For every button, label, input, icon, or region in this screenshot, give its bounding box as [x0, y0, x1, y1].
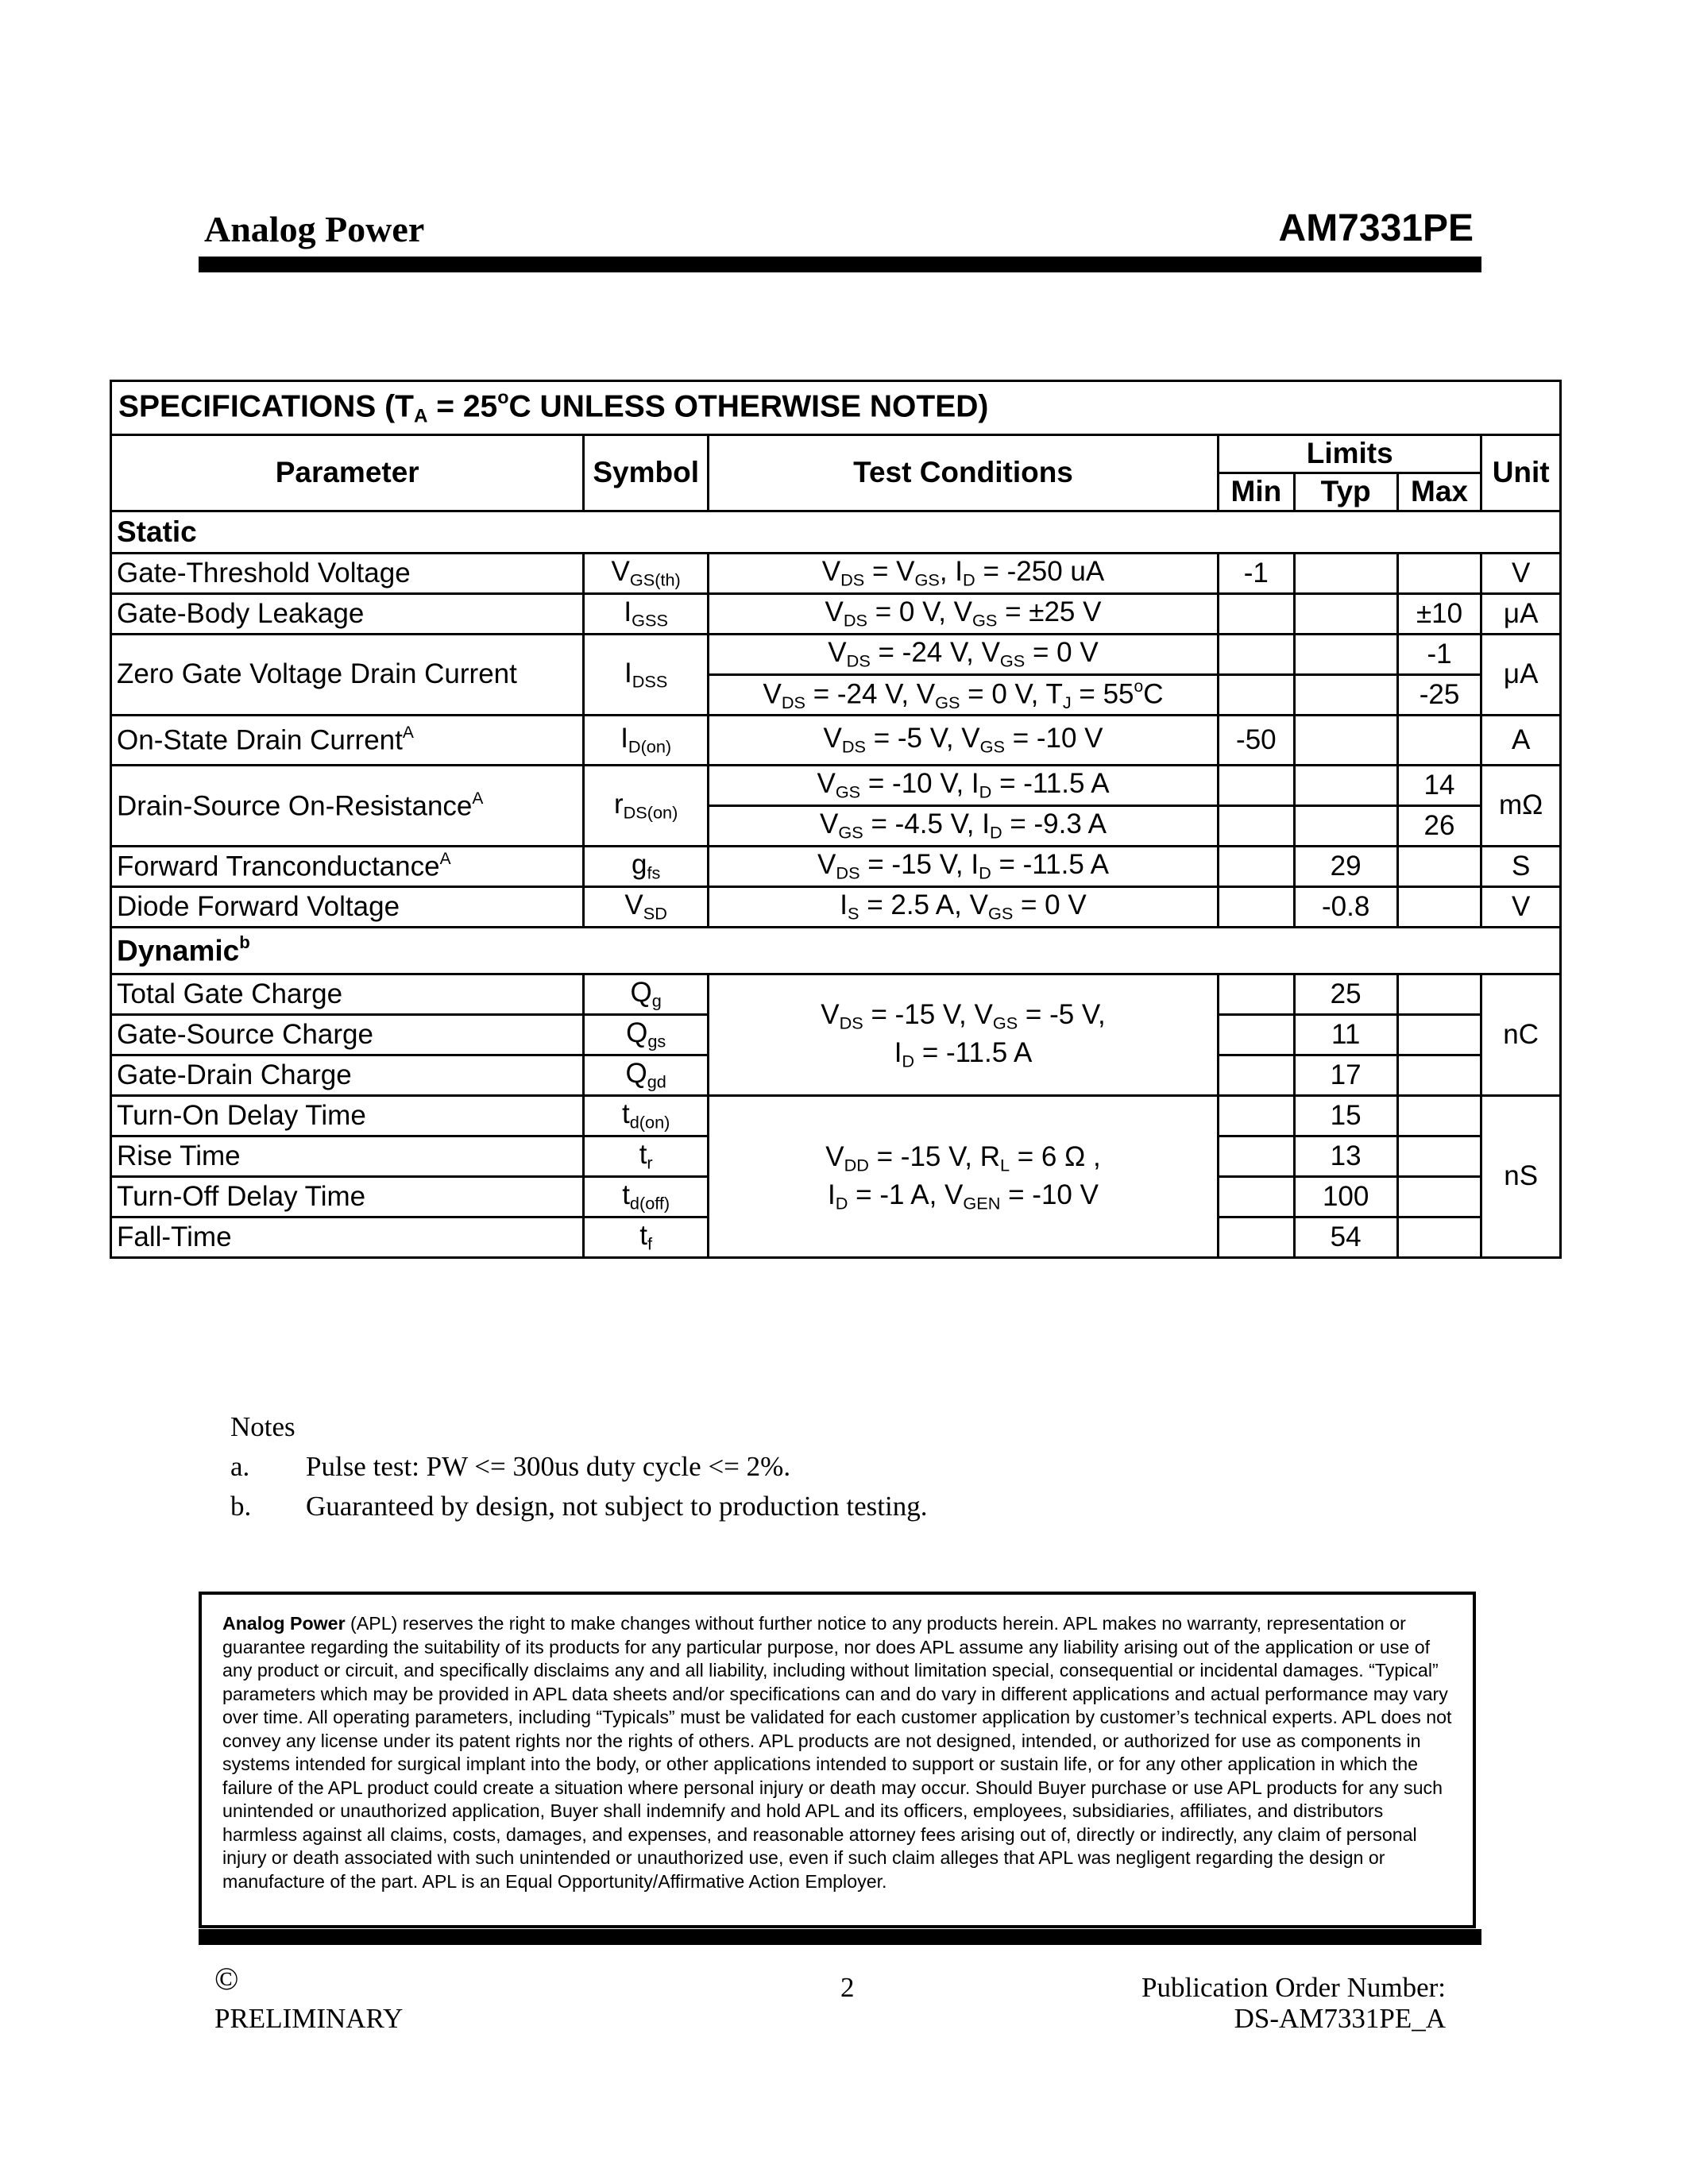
- symbol-cell: $g_{fs}$: [584, 847, 708, 887]
- table-row: [111, 554, 1561, 594]
- note-text: Pulse test: PW <= 300us duty cycle <= 2%.: [306, 1451, 791, 1482]
- section-static: Static: [111, 511, 1561, 554]
- min-cell: [1219, 1177, 1295, 1217]
- note-label: b.: [230, 1491, 252, 1522]
- min-cell: [1219, 974, 1295, 1015]
- parameter-cell: Total Gate Charge: [111, 974, 584, 1015]
- typ-cell: [1294, 594, 1397, 635]
- condition-cell: $V_{DS} = 0$ V, $V_{GS} = \pm 25$ V: [708, 594, 1218, 635]
- parameter-cell: Gate-Drain Charge: [111, 1055, 584, 1096]
- column-header-min: Min: [1219, 473, 1295, 511]
- min-cell: [1219, 1055, 1295, 1096]
- max-cell: [1397, 887, 1481, 928]
- parameter-cell: Gate-Body Leakage: [111, 594, 584, 635]
- typ-cell: [1294, 806, 1397, 847]
- min-cell: [1219, 847, 1295, 887]
- unit-cell: μA: [1481, 635, 1561, 716]
- min-cell: [1219, 1015, 1295, 1055]
- max-cell: [1397, 1055, 1481, 1096]
- min-cell: [1219, 635, 1295, 675]
- typ-cell: [1294, 675, 1397, 716]
- unit-cell: S: [1481, 847, 1561, 887]
- symbol-cell: $t_{d(on)}$: [584, 1096, 708, 1136]
- min-cell: [1219, 1217, 1295, 1258]
- section-dynamic: Dynamic$^b$: [111, 928, 1561, 974]
- symbol-cell: $t_r$: [584, 1136, 708, 1177]
- header-rule: [199, 257, 1481, 272]
- table-row: [111, 766, 1561, 806]
- condition-cell: $V_{DD} = -15$ V, $R_L = 6$ Ω , $I_D = -1$ A, $V_{GEN} = -10$ V: [708, 1096, 1218, 1258]
- max-cell: [1397, 716, 1481, 766]
- condition-cell: $V_{GS} = -10$ V, $I_D = -11.5$ A: [708, 766, 1218, 806]
- min-cell: [1219, 675, 1295, 716]
- column-header-symbol: Symbol: [584, 435, 708, 511]
- column-header-max: Max: [1397, 473, 1481, 511]
- typ-cell: 11: [1294, 1015, 1397, 1055]
- table-row: [111, 887, 1561, 928]
- max-cell: [1397, 1217, 1481, 1258]
- symbol-cell: $V_{SD}$: [584, 887, 708, 928]
- typ-cell: 15: [1294, 1096, 1397, 1136]
- min-cell: [1219, 806, 1295, 847]
- min-cell: [1219, 887, 1295, 928]
- table-row: [111, 635, 1561, 675]
- parameter-cell: Forward Tranconductance$^A$: [111, 847, 584, 887]
- publication-label: Publication Order Number:: [1141, 1972, 1446, 2003]
- column-header-parameter: Parameter: [111, 435, 584, 511]
- min-cell: [1219, 766, 1295, 806]
- unit-cell: A: [1481, 716, 1561, 766]
- table-row: [111, 847, 1561, 887]
- table-row: [111, 716, 1561, 766]
- column-header-test-conditions: Test Conditions: [708, 435, 1218, 511]
- condition-cell: $V_{DS} = -15$ V, $V_{GS} = -5$ V, $I_D = -11.5$ A: [708, 974, 1218, 1096]
- condition-cell: $V_{DS} = -15$ V, $I_D = -11.5$ A: [708, 847, 1218, 887]
- publication-number: DS-AM7331PE_A: [1234, 2003, 1446, 2034]
- parameter-cell: Zero Gate Voltage Drain Current: [111, 635, 584, 716]
- parameter-cell: Fall-Time: [111, 1217, 584, 1258]
- typ-cell: -0.8: [1294, 887, 1397, 928]
- max-cell: [1397, 554, 1481, 594]
- max-cell: ±10: [1397, 594, 1481, 635]
- max-cell: -25: [1397, 675, 1481, 716]
- table-title: SPECIFICATIONS ($T_A = 25^oC$ UNLESS OTHERWISE NOTED): [111, 381, 1561, 435]
- parameter-cell: Drain-Source On-Resistance$^A$: [111, 766, 584, 847]
- column-header-typ: Typ: [1294, 473, 1397, 511]
- specifications-table: [110, 380, 1562, 1259]
- symbol-cell: $Q_g$: [584, 974, 708, 1015]
- table-row: [111, 974, 1561, 1015]
- company-name: Analog Power: [204, 209, 425, 249]
- symbol-cell: $t_f$: [584, 1217, 708, 1258]
- symbol-cell: $Q_{gs}$: [584, 1015, 708, 1055]
- condition-cell: $V_{DS} = -24$ V, $V_{GS} = 0$ V: [708, 635, 1218, 675]
- max-cell: [1397, 1096, 1481, 1136]
- symbol-cell: $V_{GS(th)}$: [584, 554, 708, 594]
- min-cell: -1: [1219, 554, 1295, 594]
- condition-cell: $V_{DS} = -24$ V, $V_{GS} = 0$ V, $T_J = 55^oC$: [708, 675, 1218, 716]
- unit-cell: V: [1481, 887, 1561, 928]
- unit-cell: mΩ: [1481, 766, 1561, 847]
- column-header-limits: Limits: [1219, 435, 1481, 473]
- typ-cell: 25: [1294, 974, 1397, 1015]
- note-label: a.: [230, 1451, 250, 1482]
- symbol-cell: $Q_{gd}$: [584, 1055, 708, 1096]
- typ-cell: [1294, 766, 1397, 806]
- min-cell: [1219, 1096, 1295, 1136]
- disclaimer-text: (APL) reserves the right to make changes without further notice to any products herein. APL makes no warranty, representation or guarantee regarding the suitability of its products for any particular purpose, nor does APL assume any liability arising out of the application or use of any product or circuit, and specifically disclaims any and all liability, including without limitation special, consequential or incidental damages. “Typical” parameters which may be provided in APL data sheets and/or specifications can and do vary in different applications and actual performance may vary over time. All operating parameters, including “Typicals” must be validated for each customer application by customer’s technical experts. APL does not convey any license under its patent rights nor the rights of others. APL products are not designed, intended, or authorized for use as components in systems intended for surgical implant into the body, or other applications intended to support or sustain life, or for any other application in which the failure of the APL product could create a situation where personal injury or death may occur. Should Buyer purchase or use APL products for any such unintended or unauthorized application, Buyer shall indemnify and hold APL and its officers, employees, subsidiaries, affiliates, and distributors harmless against all claims, costs, damages, and expenses, and reasonable attorney fees arising out of, directly or indirectly, any claim of personal injury or death associated with such unintended or unauthorized use, even if such claim alleges that APL was negligent regarding the design or manufacture of the part. APL is an Equal Opportunity/Affirmative Action Employer.: [222, 1613, 1452, 1892]
- unit-cell: μA: [1481, 594, 1561, 635]
- unit-cell: V: [1481, 554, 1561, 594]
- typ-cell: [1294, 554, 1397, 594]
- table-row: [111, 594, 1561, 635]
- parameter-cell: Gate-Threshold Voltage: [111, 554, 584, 594]
- max-cell: [1397, 1015, 1481, 1055]
- parameter-cell: Turn-On Delay Time: [111, 1096, 584, 1136]
- typ-cell: 13: [1294, 1136, 1397, 1177]
- typ-cell: 17: [1294, 1055, 1397, 1096]
- min-cell: [1219, 594, 1295, 635]
- max-cell: [1397, 847, 1481, 887]
- min-cell: [1219, 1136, 1295, 1177]
- column-header-unit: Unit: [1481, 435, 1561, 511]
- symbol-cell: $I_{GSS}$: [584, 594, 708, 635]
- max-cell: [1397, 1136, 1481, 1177]
- max-cell: [1397, 974, 1481, 1015]
- parameter-cell: Rise Time: [111, 1136, 584, 1177]
- symbol-cell: $r_{DS(on)}$: [584, 766, 708, 847]
- footer-rule: [199, 1929, 1481, 1945]
- parameter-cell: Turn-Off Delay Time: [111, 1177, 584, 1217]
- typ-cell: 29: [1294, 847, 1397, 887]
- typ-cell: 54: [1294, 1217, 1397, 1258]
- disclaimer-company: Analog Power: [222, 1613, 346, 1634]
- typ-cell: 100: [1294, 1177, 1397, 1217]
- parameter-cell: Gate-Source Charge: [111, 1015, 584, 1055]
- disclaimer-box: [199, 1592, 1476, 1928]
- note-text: Guaranteed by design, not subject to production testing.: [306, 1491, 928, 1522]
- condition-cell: $I_S = 2.5$ A, $V_{GS} = 0$ V: [708, 887, 1218, 928]
- max-cell: [1397, 1177, 1481, 1217]
- part-number: AM7331PE: [1278, 207, 1474, 249]
- max-cell: 26: [1397, 806, 1481, 847]
- condition-cell: $V_{DS} = V_{GS}$, $I_D = -250$ uA: [708, 554, 1218, 594]
- table-row: [111, 1096, 1561, 1136]
- page-number: 2: [840, 1972, 855, 2003]
- symbol-cell: $I_{D(on)}$: [584, 716, 708, 766]
- typ-cell: [1294, 635, 1397, 675]
- unit-cell: nC: [1481, 974, 1561, 1096]
- max-cell: 14: [1397, 766, 1481, 806]
- copyright-symbol: ©: [214, 1961, 239, 1997]
- parameter-cell: On-State Drain Current$^A$: [111, 716, 584, 766]
- parameter-cell: Diode Forward Voltage: [111, 887, 584, 928]
- symbol-cell: $t_{d(off)}$: [584, 1177, 708, 1217]
- max-cell: -1: [1397, 635, 1481, 675]
- condition-cell: $V_{DS} = -5$ V, $V_{GS} = -10$ V: [708, 716, 1218, 766]
- symbol-cell: $I_{DSS}$: [584, 635, 708, 716]
- preliminary-label: PRELIMINARY: [214, 2003, 404, 2034]
- min-cell: -50: [1219, 716, 1295, 766]
- condition-cell: $V_{GS} = -4.5$ V, $I_D = -9.3$ A: [708, 806, 1218, 847]
- unit-cell: nS: [1481, 1096, 1561, 1258]
- typ-cell: [1294, 716, 1397, 766]
- notes-title: Notes: [230, 1411, 295, 1442]
